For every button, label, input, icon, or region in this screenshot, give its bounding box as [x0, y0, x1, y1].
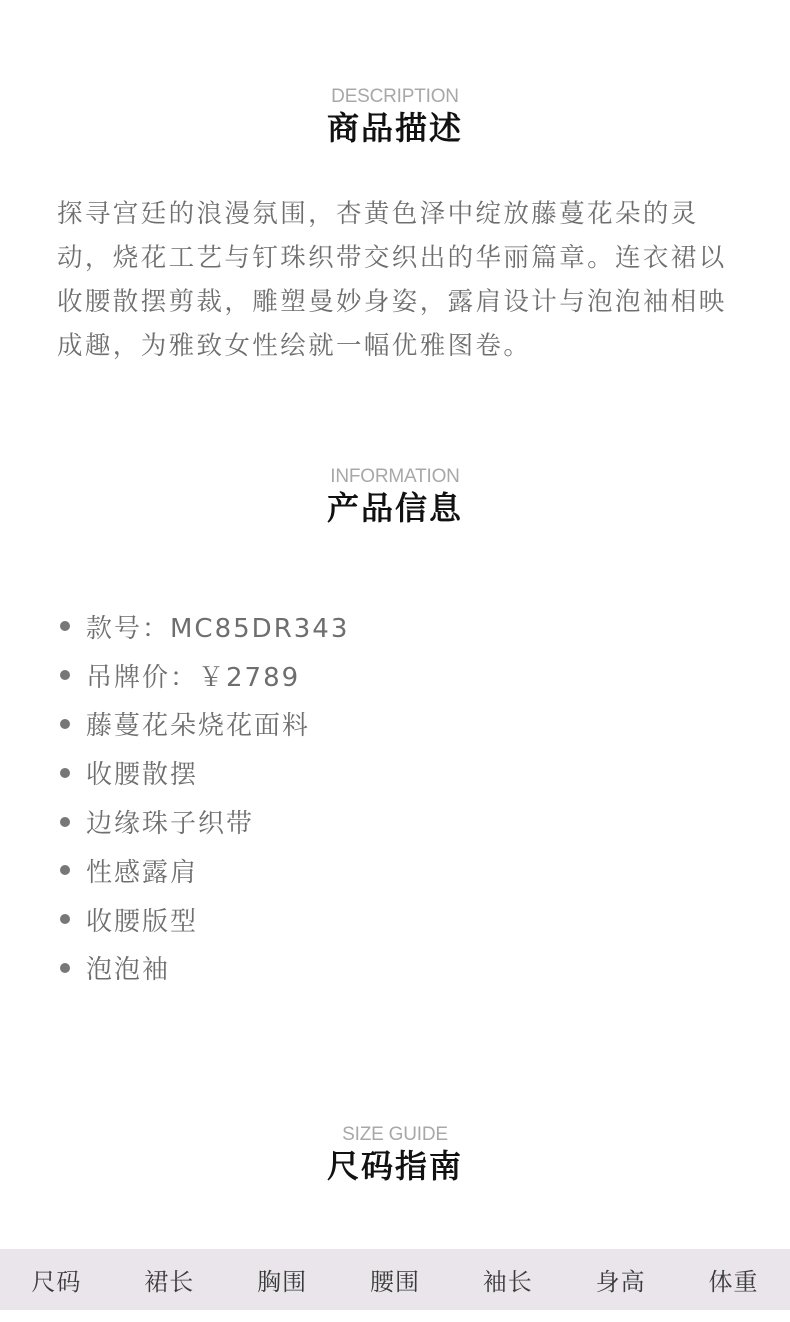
- list-item: [60, 846, 760, 895]
- info-feature: 收腰散摆: [86, 760, 199, 791]
- bullet-icon: [60, 817, 70, 827]
- bullet-icon: [60, 963, 70, 973]
- size-guide-cn-title: 尺码指南: [326, 1147, 463, 1185]
- column-header-size: 尺码: [31, 1268, 82, 1296]
- product-info-list: [60, 602, 760, 992]
- info-tag-price: 吊牌价：￥2789: [86, 662, 301, 693]
- bullet-icon: [60, 719, 70, 729]
- information-cn-title: 产品信息: [326, 489, 463, 527]
- list-item: [60, 748, 760, 797]
- info-feature: 边缘珠子织带: [86, 809, 255, 840]
- column-header-sleeve-length: 袖长: [482, 1268, 533, 1296]
- information-heading: [0, 466, 790, 528]
- size-guide-heading: [0, 1124, 790, 1186]
- description-en-title: DESCRIPTION: [331, 86, 459, 107]
- size-guide-en-title: SIZE GUIDE: [342, 1124, 448, 1145]
- list-item: [60, 895, 760, 944]
- info-feature: 藤蔓花朵烧花面料: [86, 711, 311, 742]
- list-item: [60, 700, 760, 749]
- column-header-dress-length: 裙长: [144, 1268, 195, 1296]
- description-heading: [0, 86, 790, 148]
- bullet-icon: [60, 865, 70, 875]
- column-header-weight: 体重: [708, 1268, 759, 1296]
- bullet-icon: [60, 621, 70, 631]
- column-header-bust: 胸围: [257, 1268, 308, 1296]
- description-body: 探寻宫廷的浪漫氛围，杏黄色泽中绽放藤蔓花朵的灵动，烧花工艺与钉珠织带交织出的华丽篇章。连衣裙以收腰散摆剪裁，雕塑曼妙身姿，露肩设计与泡泡袖相映成趣，为雅致女性绘就一幅优雅图卷。: [57, 199, 727, 361]
- bullet-icon: [60, 768, 70, 778]
- info-feature: 泡泡袖: [86, 955, 171, 986]
- list-item: [60, 602, 760, 651]
- size-table-header: [0, 1249, 790, 1310]
- information-en-title: INFORMATION: [330, 466, 460, 487]
- column-header-waist: 腰围: [369, 1268, 420, 1296]
- bullet-icon: [60, 914, 70, 924]
- description-cn-title: 商品描述: [326, 109, 463, 147]
- list-item: [60, 651, 760, 700]
- bullet-icon: [60, 670, 70, 680]
- info-style-number: 款号：MC85DR343: [86, 613, 350, 644]
- column-header-height: 身高: [595, 1268, 646, 1296]
- info-feature: 性感露肩: [86, 857, 199, 888]
- info-feature: 收腰版型: [86, 906, 199, 937]
- list-item: [60, 797, 760, 846]
- list-item: [60, 944, 760, 993]
